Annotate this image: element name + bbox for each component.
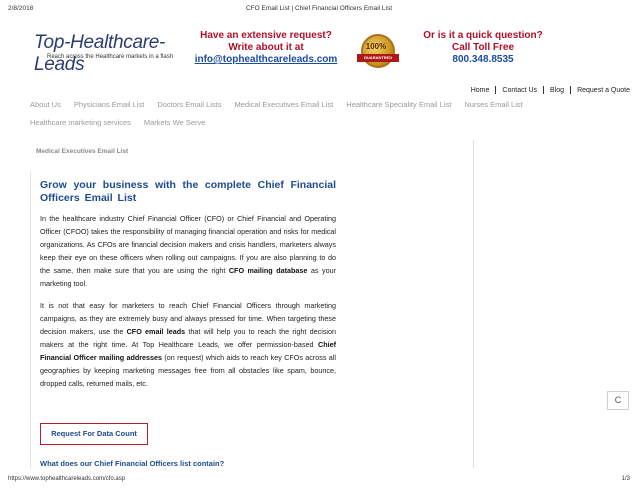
badge-ribbon: GUARANTEED <box>357 54 399 62</box>
intro-paragraph <box>40 212 336 290</box>
contact-email-link[interactable]: info@tophealthcareleads.com <box>194 54 338 65</box>
top-nav-blog[interactable]: Blog <box>550 86 565 94</box>
main-nav-markets-we-serve[interactable]: Markets We Serve <box>143 118 206 127</box>
promo-email-line1: Have an extensive request? <box>200 30 332 41</box>
main-nav-healthcare-marketing-services[interactable]: Healthcare marketing services <box>30 118 131 127</box>
main-nav-medical-executives-email-list[interactable]: Medical Executives Email List <box>234 100 334 109</box>
paragraph-text: It is not that easy for marketers to reach Chief Financial Officers through marketing campaigns, as they are extremely busy and always pressed for time. When targeting these decision makers, use the <box>40 301 336 336</box>
print-page-number: 1/3 <box>621 476 630 482</box>
print-url: https://www.tophealthcareleads.com/cfo.asp <box>8 476 126 482</box>
top-nav <box>471 86 630 94</box>
site-logo[interactable] <box>34 32 184 75</box>
request-data-count-button[interactable]: Request For Data Count <box>40 423 148 445</box>
main-nav-physicians-email-list[interactable]: Physicians Email List <box>73 100 145 109</box>
top-nav-request-quote[interactable]: Request a Quote <box>577 86 630 94</box>
page-heading: Grow your business with the complete Chief Financial Officers Email List <box>40 179 336 204</box>
promo-email-line2: Write about it at <box>228 42 304 53</box>
top-nav-home[interactable]: Home <box>470 86 490 94</box>
print-date: 2/8/2018 <box>8 5 34 12</box>
promo-phone-line1: Or is it a quick question? <box>423 30 543 41</box>
nav-divider <box>570 86 571 94</box>
promo-email-block <box>178 30 354 66</box>
medal-icon <box>361 34 395 68</box>
main-nav-healthcare-speciality-email-list[interactable]: Healthcare Speciality Email List <box>346 100 452 109</box>
keyword-cfo-mailing-database: CFO mailing database <box>228 266 308 275</box>
top-nav-contact-us[interactable]: Contact Us <box>502 86 538 94</box>
main-nav-about-us[interactable]: About Us <box>30 100 61 109</box>
paragraph-text: (on request) which aids to reach key CFOs across all geographies by keeping marketing messages free from all obstacles like spam, bounce, dropped calls, returned mails, etc. <box>40 353 336 388</box>
main-nav-row2 <box>30 118 218 127</box>
promo-phone-block <box>398 30 568 66</box>
nav-divider <box>543 86 544 94</box>
section-subheading: What does our Chief Financial Officers list contain? <box>40 459 225 468</box>
toll-free-phone[interactable]: 800.348.8535 <box>452 54 514 65</box>
logo-tagline: Reach across the Healthcare markets in a flash <box>47 54 174 60</box>
print-page-title: CFO Email List | Chief Financial Officers Email List <box>245 5 393 12</box>
nav-divider <box>495 86 496 94</box>
main-nav-row1 <box>30 100 536 109</box>
paragraph-text: as your marketing tool. <box>40 266 336 288</box>
badge-percent: 100% <box>365 42 387 51</box>
side-widget[interactable]: C <box>607 391 629 410</box>
main-nav-doctors-email-lists[interactable]: Doctors Email Lists <box>157 100 222 109</box>
logo-text: Top-Healthcare-Leads <box>34 32 166 75</box>
main-nav-nurses-email-list[interactable]: Nurses Email List <box>464 100 523 109</box>
paragraph-text: In the healthcare industry Chief Financial Officer (CFO) or Chief Financial and Operating Officer (CFOO) takes the responsibility of managing financial operation and risks for medical organizations. As CFOs are financial decision makers and crisis handlers, marketers always keep their eye on these officers when rolling out campaigns. If you are also planning to do the same, then make sure that you are using the right <box>40 214 336 275</box>
breadcrumb: Medical Executives Email List <box>36 148 129 155</box>
guarantee-badge <box>361 34 395 68</box>
details-paragraph <box>40 299 336 390</box>
keyword-cfo-email-leads: CFO email leads <box>126 327 186 336</box>
sidebar-divider <box>473 140 474 468</box>
paragraph-text: that will help you to reach the right decision makers at the right time. At Top Healthcare Leads, we offer permission-based <box>40 327 337 349</box>
keyword-cfo-mailing-addresses: Chief Financial Officer mailing addresses <box>40 340 336 362</box>
promo-phone-line2: Call Toll Free <box>451 42 515 53</box>
